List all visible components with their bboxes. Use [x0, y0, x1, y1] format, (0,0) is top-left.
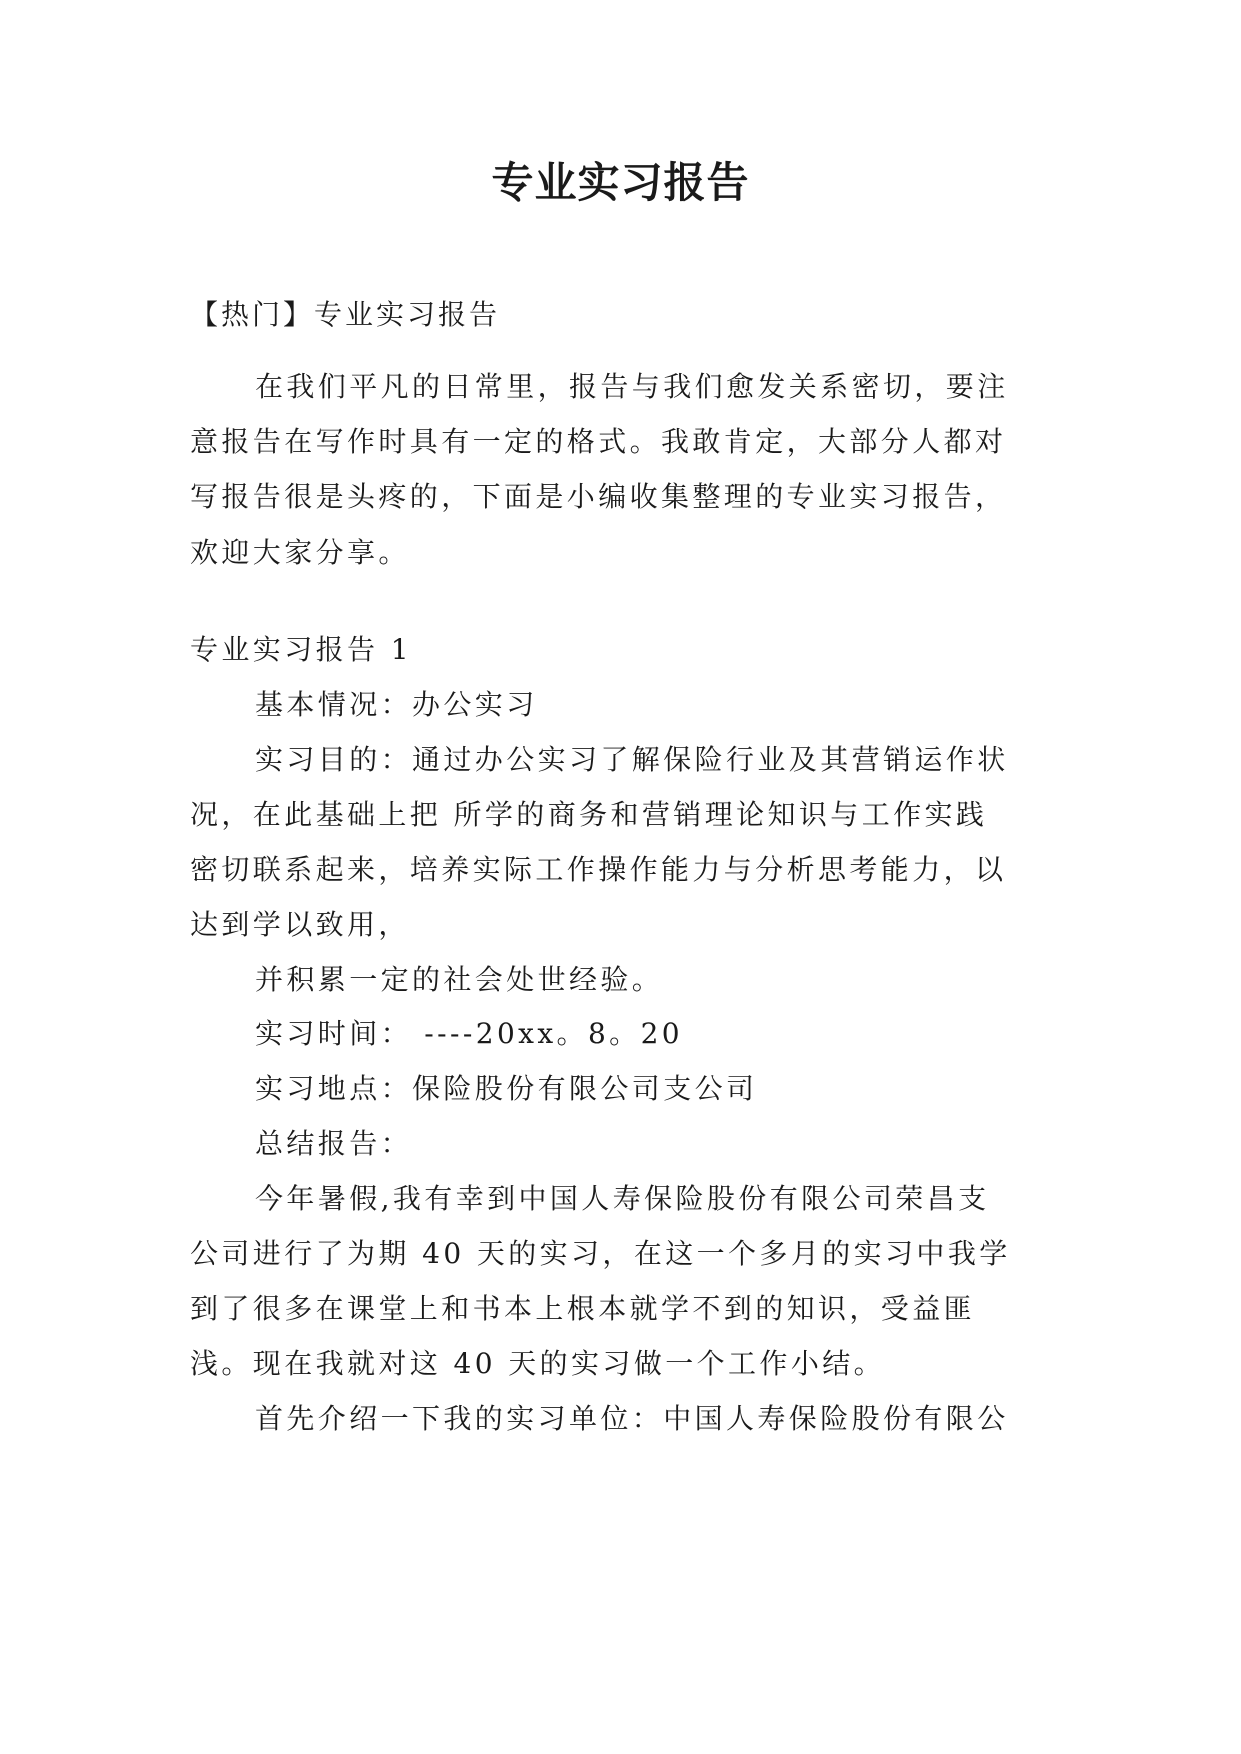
- body-line: 达到学以致用，: [190, 908, 410, 941]
- body-line: 总结报告：: [255, 1127, 413, 1160]
- intro-line: 在我们平凡的日常里，报告与我们愈发关系密切，要注: [255, 370, 1009, 403]
- body-line: 况，在此基础上把 所学的商务和营销理论知识与工作实践: [190, 798, 988, 831]
- body-line: 实习目的：通过办公实习了解保险行业及其营销运作状: [255, 743, 1009, 776]
- body-line: 今年暑假,我有幸到中国人寿保险股份有限公司荣昌支: [255, 1182, 990, 1215]
- intro-line: 意报告在写作时具有一定的格式。我敢肯定，大部分人都对: [190, 425, 1007, 458]
- document-subtitle: 【热门】专业实习报告: [190, 298, 501, 331]
- body-line: 到了很多在课堂上和书本上根本就学不到的知识，受益匪: [190, 1292, 976, 1325]
- body-line: 实习时间： ----20xx。8。20: [255, 1017, 683, 1050]
- body-line: 浅。现在我就对这 40 天的实习做一个工作小结。: [190, 1347, 886, 1380]
- body-line: 公司进行了为期 40 天的实习，在这一个多月的实习中我学: [190, 1237, 1011, 1270]
- body-line: 首先介绍一下我的实习单位：中国人寿保险股份有限公: [255, 1402, 1009, 1435]
- document-title: 专业实习报告: [491, 158, 750, 207]
- body-line: 并积累一定的社会处世经验。: [255, 963, 664, 996]
- body-line: 密切联系起来，培养实际工作操作能力与分析思考能力，以: [190, 853, 1007, 886]
- section-heading: 专业实习报告 1: [190, 633, 412, 666]
- body-line: 实习地点：保险股份有限公司支公司: [255, 1072, 758, 1105]
- intro-line: 欢迎大家分享。: [190, 536, 410, 569]
- body-line: 基本情况：办公实习: [255, 688, 538, 721]
- intro-line: 写报告很是头疼的，下面是小编收集整理的专业实习报告，: [190, 480, 1007, 513]
